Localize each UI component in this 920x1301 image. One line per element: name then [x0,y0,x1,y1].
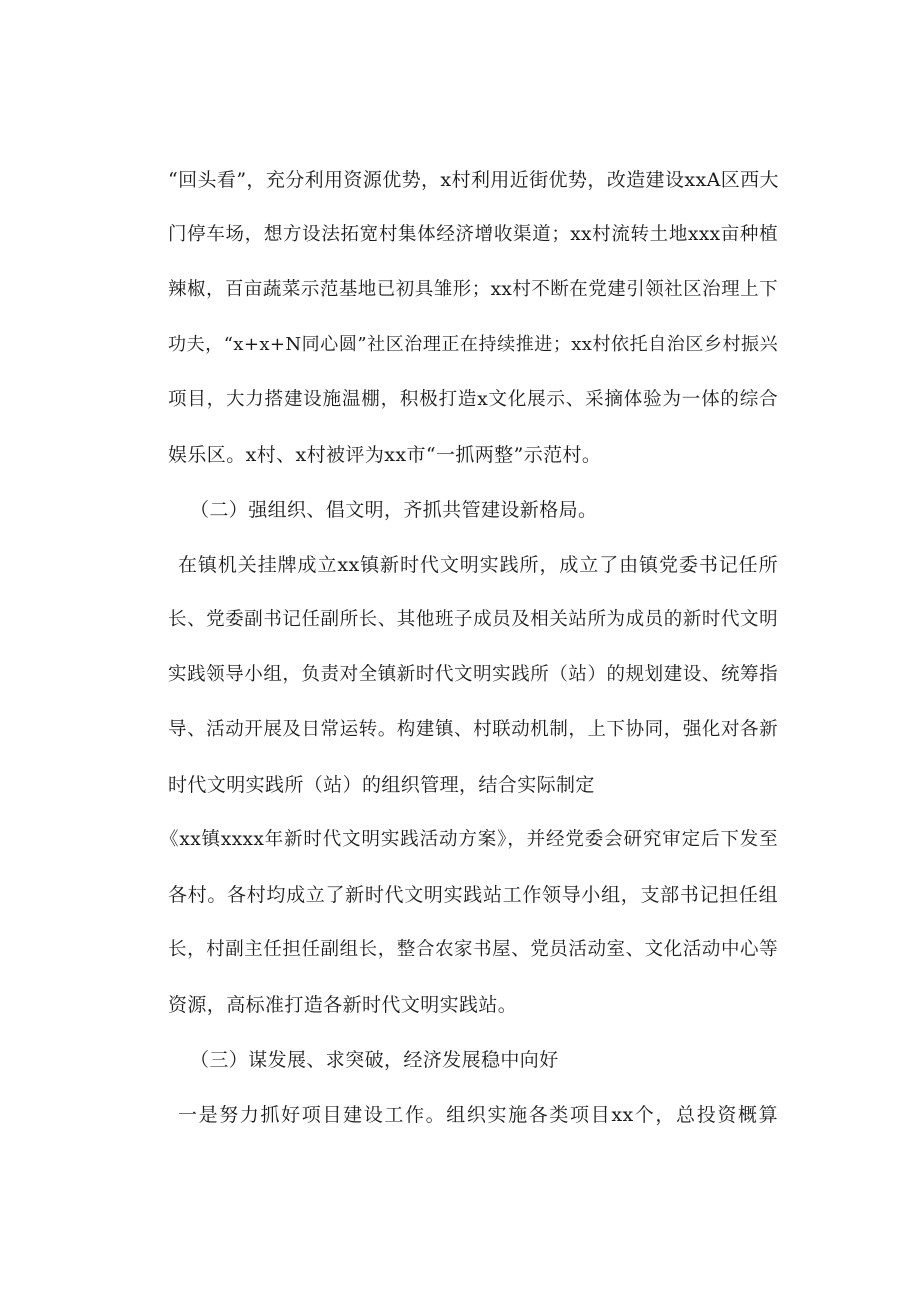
text-line-8: 在镇机关挂牌成立xx镇新时代文明实践所，成立了由镇党委书记任所 [178,554,778,576]
text-line-18: 一是努力抓好项目建设工作。组织实施各类项目xx个，总投资概算 [178,1104,778,1126]
text-line-2: 门停车场，想方设法拓宽村集体经济增收渠道；xx村流转土地xxx亩种植 [168,224,778,245]
section-heading-2: （二）强组织、倡文明，齐抓共管建设新格局。 [190,499,598,521]
text-line-1: “回头看”，充分利用资源优势，x村利用近街优势，改造建设xxA区西大 [168,169,779,191]
text-line-16: 资源，高标准打造各新时代文明实践站。 [168,994,518,1016]
text-line-14: 各村。各村均成立了新时代文明实践站工作领导小组，支部书记担任组 [168,884,778,906]
text-line-4: 功夫，“x+x+N同心圆”社区治理正在持续推进；xx村依托自治区乡村振兴 [168,334,778,355]
text-line-9: 长、党委副书记任副所长、其他班子成员及相关站所为成员的新时代文明 [168,609,778,630]
text-line-11: 导、活动开展及日常运转。构建镇、村联动机制，上下协同，强化对各新 [168,719,778,740]
text-line-12: 时代文明实践所（站）的组织管理，结合实际制定 [168,774,595,796]
text-line-15: 长，村副主任担任副组长，整合农家书屋、党员活动室、文化活动中心等 [168,939,778,960]
text-line-10: 实践领导小组，负责对全镇新时代文明实践所（站）的规划建设、统筹指 [168,664,778,685]
text-line-3: 辣椒，百亩蔬菜示范基地已初具雏形；xx村不断在党建引领社区治理上下 [168,279,778,300]
text-line-6: 娱乐区。x村、x村被评为xx市“一抓两整”示范村。 [168,444,602,466]
section-heading-3: （三）谋发展、求突破，经济发展稳中向好 [190,1049,559,1071]
text-line-5: 项目，大力搭建设施温棚，积极打造x文化展示、采摘体验为一体的综合 [168,389,778,410]
text-line-13: 《xx镇xxxx年新时代文明实践活动方案》，并经党委会研究审定后下发至 [160,829,778,850]
